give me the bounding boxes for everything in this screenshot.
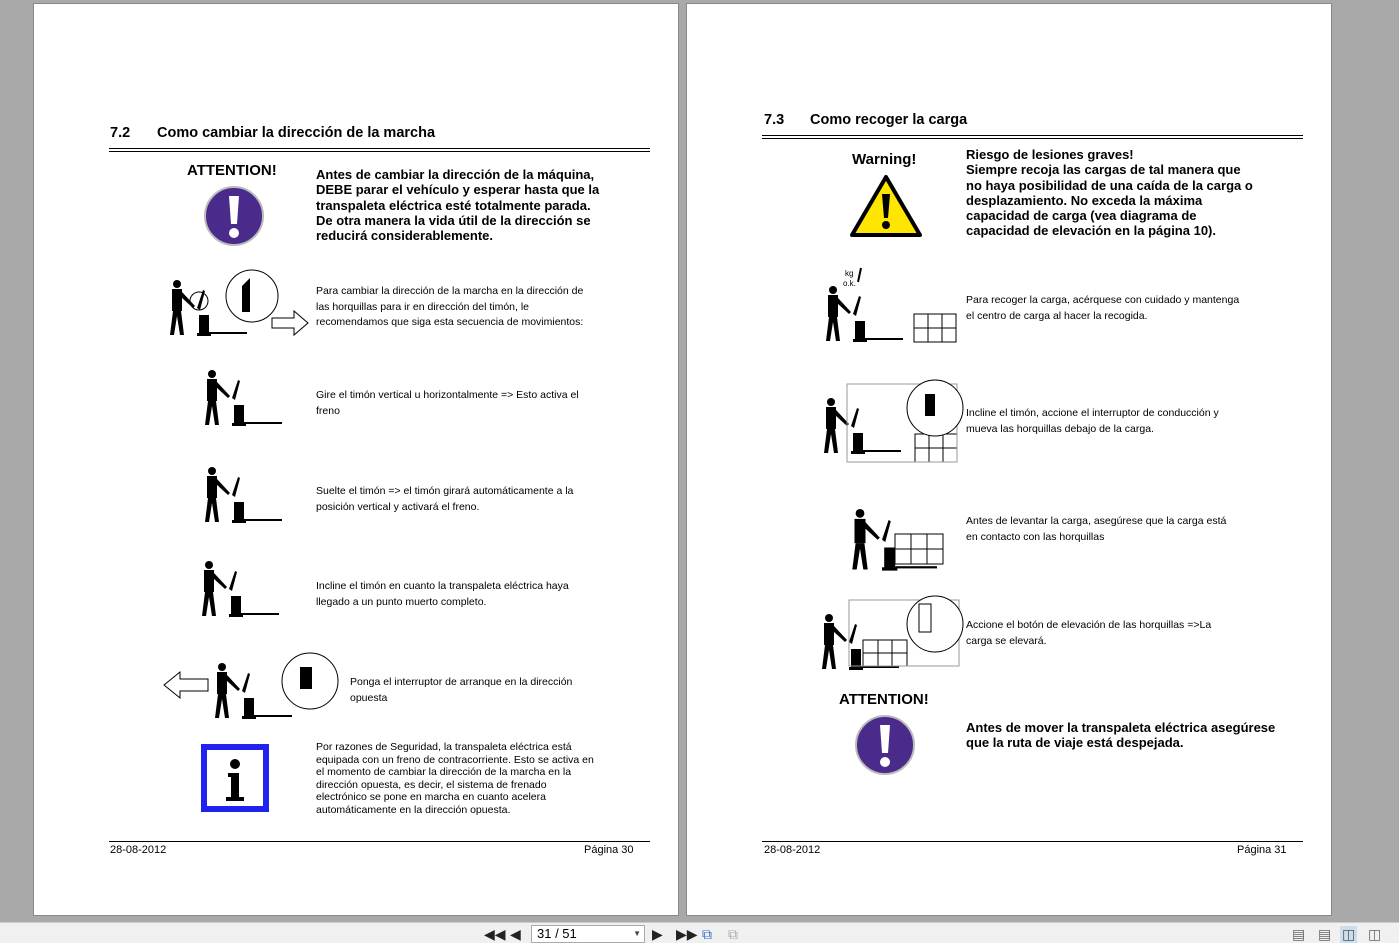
footer-page: Página 31 [1237,844,1287,856]
continuous-facing-icon[interactable]: ◫ [1368,926,1382,942]
text-line: llegado a un punto muerto completo. [316,595,487,608]
text-line: recomendamos que siga esta secuencia de movimientos: [316,316,584,328]
text-line: Antes de cambiar la dirección de la máquina, [316,167,595,182]
step-illustration-4 [817,592,967,676]
text-line: Por razones de Seguridad, la transpaleta eléctrica está [316,741,572,753]
section-title: Como cambiar la dirección de la marcha [157,125,436,141]
text-line: Riesgo de lesiones graves! [966,147,1134,162]
text-line: opuesta [350,691,388,704]
step-illustration-1 [819,266,959,346]
text-line: Siempre recoja las cargas de tal manera que [966,162,1241,178]
text-line: automáticamente en la dirección opuesta. [316,803,511,816]
attention-label: ATTENTION! [839,691,929,708]
last-page-icon[interactable]: ▶▶ [676,926,698,942]
first-page-icon[interactable]: ◀◀ [484,926,506,942]
step-text-4 [316,579,569,610]
text-line: freno [316,404,340,417]
text-line: Accione el botón de elevación de las horquillas =>La [966,619,1212,631]
back-view-icon[interactable]: ⧉ [702,926,712,942]
text-line: capacidad de elevación en la página 10). [966,223,1216,239]
ok-label: o.k. [843,279,856,288]
text-line: no haya posibilidad de una caída de la carga o [966,177,1253,193]
step-text-1 [316,284,583,331]
text-line: posición vertical y activará el freno. [316,500,480,513]
footer-rule [109,841,650,842]
chevron-down-icon: ▼ [633,929,641,938]
text-line: Antes de mover la transpaleta eléctrica asegúrese [966,720,1276,735]
footer-rule [762,841,1303,842]
step-illustration-5 [162,649,342,731]
single-page-icon[interactable]: ▤ [1292,926,1306,942]
footer-date: 28-08-2012 [764,844,821,856]
warning-triangle-icon [850,174,922,238]
text-line: el momento de cambiar la dirección de la marcha en la [316,766,572,778]
info-text [316,741,594,816]
attention-label: ATTENTION! [187,162,277,179]
text-line: en contacto con las horquillas [966,530,1105,543]
text-line: que la ruta de viaje está despejada. [966,735,1184,751]
text-line: equipada con un freno de contracorriente. Esto se activa en [316,753,594,766]
warning-label: Warning! [852,151,917,168]
title-rule [109,148,650,152]
text-line: carga se elevará. [966,634,1047,647]
step-text-2 [966,406,1219,437]
footer-date: 28-08-2012 [110,844,167,856]
text-line: DEBE parar el vehículo y esperar hasta que la [316,182,600,198]
page-indicator: 31 / 51 [537,926,577,941]
section-title: Como recoger la carga [810,112,968,128]
step-illustration-1 [164,266,314,341]
info-icon [201,744,269,812]
text-line: electrónico se pone en marcha en cuanto acelera [316,791,546,803]
previous-page-icon[interactable]: ◀ [510,926,521,942]
step-text-1 [966,293,1239,324]
text-line: reducirá considerablemente. [316,228,494,244]
text-line: Incline el timón en cuanto la transpaleta eléctrica haya [316,580,569,592]
attention-icon [204,186,266,248]
step-illustration-3 [202,467,292,529]
text-line: Para cambiar la dirección de la marcha en la dirección de [316,285,584,297]
text-line: capacidad de carga (vea diagrama de [966,208,1197,224]
text-line: Incline el timón, accione el interruptor de conducción y [966,407,1219,419]
text-line: dirección opuesta, es decir, el sistema de frenado [316,778,547,791]
attention-text [316,167,606,243]
text-line: Antes de levantar la carga, asegúrese que la carga está [966,515,1227,527]
warning-text [966,147,1257,239]
text-line: Suelte el timón => el timón girará automáticamente a la [316,485,574,497]
attention-text [966,720,1275,751]
step-text-3 [966,514,1226,545]
section-number: 7.2 [110,125,131,141]
pdf-page-31 [686,3,1332,916]
text-line: De otra manera la vida útil de la dirección se [316,212,591,228]
step-text-3 [316,484,573,515]
step-text-5 [350,675,572,706]
facing-pages-icon[interactable]: ◫ [1342,926,1356,942]
step-illustration-2 [817,376,967,466]
step-illustration-2 [202,370,292,432]
attention-icon [855,715,917,777]
title-rule [762,135,1303,139]
next-page-icon[interactable]: ▶ [652,926,663,942]
section-number: 7.3 [764,112,785,128]
text-line: desplazamiento. No exceda la máxima [966,192,1203,208]
text-line: el centro de carga al hacer la recogida. [966,309,1148,322]
text-line: Gire el timón vertical u horizontalmente => Esto activa el [316,389,579,401]
step-text-2 [316,388,579,419]
forward-view-icon[interactable]: ⧉ [728,926,738,942]
viewer-toolbar [0,922,1399,943]
text-line: transpaleta eléctrica esté totalmente parada. [316,197,591,213]
text-line: Para recoger la carga, acérquese con cuidado y mantenga [966,294,1240,306]
continuous-page-icon[interactable]: ▤ [1318,926,1332,942]
text-line: las horquillas para ir en dirección del timón, le [316,300,530,313]
pdf-page-30 [33,3,679,916]
page-number-select[interactable] [531,925,645,943]
kg-label: kg [845,269,854,278]
text-line: Ponga el interruptor de arranque en la dirección [350,676,573,688]
text-line: mueva las horquillas debajo de la carga. [966,422,1154,435]
step-text-4 [966,618,1211,649]
step-illustration-4 [199,561,289,623]
step-illustration-3 [845,494,955,574]
footer-page: Página 30 [584,844,634,856]
